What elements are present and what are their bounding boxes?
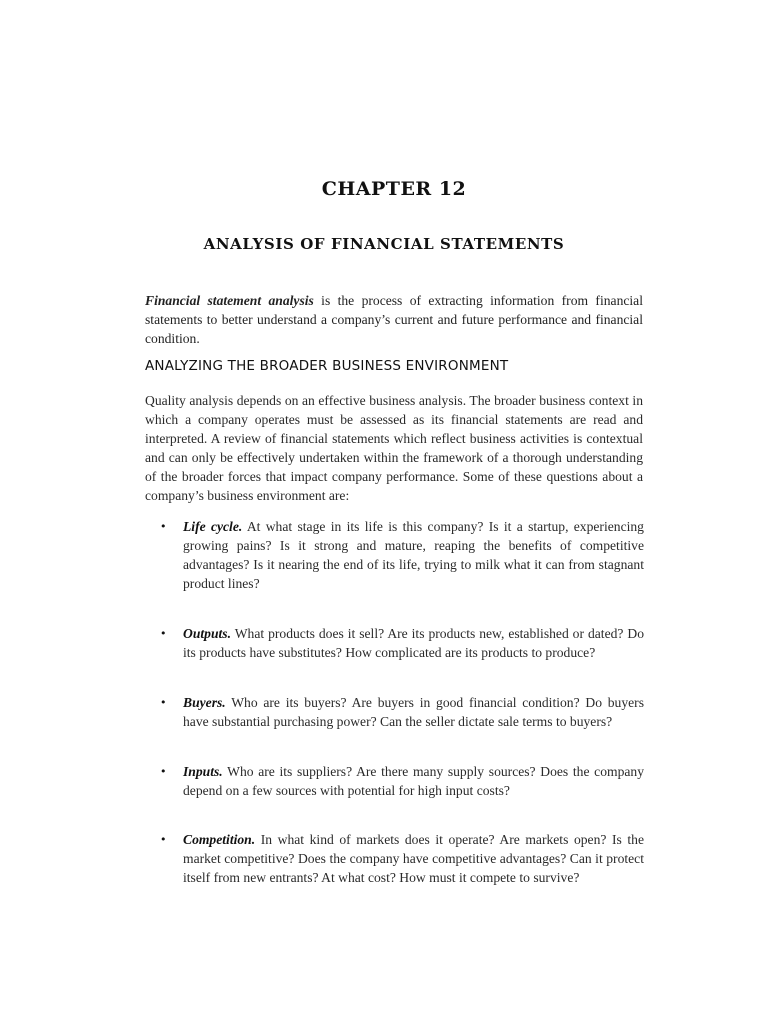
bullet-lead: Competition. — [183, 832, 256, 847]
bullet-icon: • — [160, 833, 167, 846]
intro-term: Financial statement analysis — [145, 293, 314, 308]
bullet-text: At what stage in its life is this company? Is it a startup, experiencing growing pains? Is it strong and mature, reaping the benefits of competitive advantages? Is it nearing the end of its life, trying to milk what it can from stagnant product lines? — [183, 519, 644, 591]
bullet-text: What products does it sell? Are its products new, established or dated? Do its products have substitutes? How complicated are its products to produce? — [183, 626, 644, 660]
bullet-lead: Buyers. — [183, 695, 226, 710]
intro-paragraph — [145, 291, 643, 348]
section-heading: ANALYZING THE BROADER BUSINESS ENVIRONMENT — [145, 358, 509, 374]
environment-questions-list — [160, 517, 644, 887]
bullet-text: Who are its buyers? Are buyers in good financial condition? Do buyers have substantial purchasing power? Can the seller dictate sale terms to buyers? — [183, 695, 644, 729]
bullet-icon: • — [160, 520, 167, 533]
bullet-lead: Life cycle. — [183, 519, 243, 534]
bullet-text: Who are its suppliers? Are there many supply sources? Does the company depend on a few sources with potential for high input costs? — [183, 764, 644, 798]
section-paragraph: Quality analysis depends on an effective business analysis. The broader business context in which a company operates must be assessed as its financial statements are read and interpreted. A review of financial statements which reflect business activities is contextual and can only be effectively undertaken within the framework of a thorough understanding of the broader forces that impact company performance. Some of these questions about a company’s business environment are: — [145, 393, 643, 503]
intro-text: is the process of extracting information from financial statements to better understand a company’s current and future performance and financial condition. — [145, 293, 643, 346]
bullet-icon: • — [160, 627, 167, 640]
list-item-life-cycle — [160, 517, 644, 593]
list-item-inputs — [160, 762, 644, 800]
chapter-title: ANALYSIS OF FINANCIAL STATEMENTS — [203, 235, 565, 253]
bullet-icon: • — [160, 765, 167, 778]
list-item-competition — [160, 830, 644, 887]
list-item-buyers — [160, 693, 644, 731]
bullet-text: In what kind of markets does it operate? Are markets open? Is the market competitive? Does the company have competitive advantages? Can it protect itself from new entrants? At what cost? How must it compete to survive? — [183, 832, 644, 885]
bullet-lead: Outputs. — [183, 626, 231, 641]
list-item-outputs — [160, 624, 644, 662]
bullet-lead: Inputs. — [183, 764, 223, 779]
chapter-number: CHAPTER 12 — [321, 178, 467, 200]
bullet-icon: • — [160, 696, 167, 709]
